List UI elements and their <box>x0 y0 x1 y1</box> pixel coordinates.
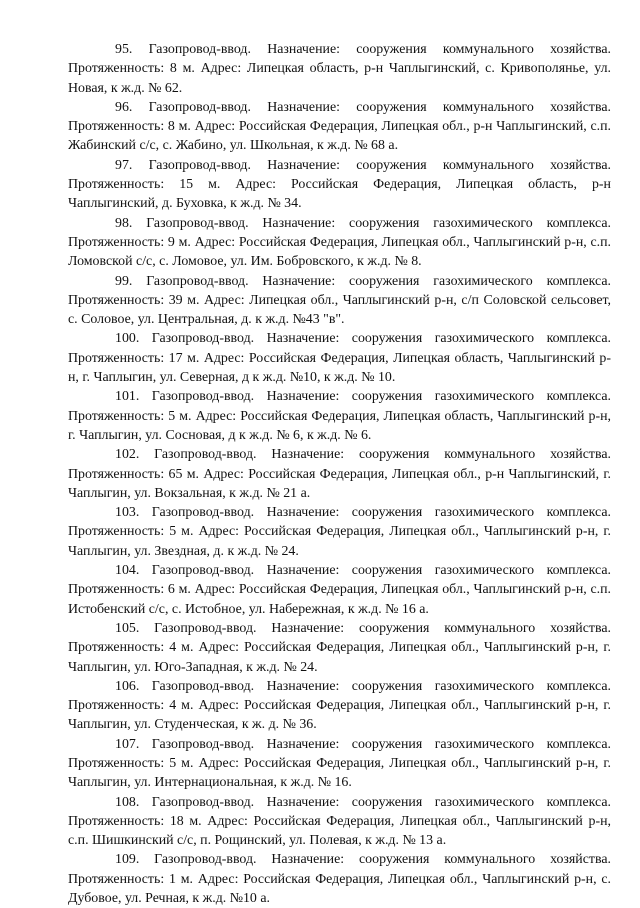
list-item: 101. Газопровод-ввод. Назначение: сооружения газохимического комплекса. Протяженность: 5 м. Адрес: Российская Федерация, Липецкая область, Чаплыгинский р-н, г. Чаплыгин, ул. Сосновая, д к ж.д. № 6, к ж.д. № 6. <box>68 389 611 443</box>
list-item: 95. Газопровод-ввод. Назначение: сооружения коммунального хозяйства. Протяженность: 8 м. Адрес: Липецкая область, р-н Чаплыгинский, с. Кривополянье, ул. Новая, к ж.д. № 62. <box>68 42 611 96</box>
list-item: 107. Газопровод-ввод. Назначение: сооружения газохимического комплекса. Протяженность: 5 м. Адрес: Российская Федерация, Липецкая обл., Чаплыгинский р-н, г. Чаплыгин, ул. Интернациональная, к ж.д. № 16. <box>68 736 611 791</box>
list-item: 98. Газопровод-ввод. Назначение: сооружения газохимического комплекса. Протяженность: 9 м. Адрес: Российская Федерация, Липецкая обл., Чаплыгинский р-н, с.п. Ломовской с/с, с. Ломовое, ул. Им. Бобровского, к ж.д. № 8. <box>68 215 611 270</box>
list-item: 108. Газопровод-ввод. Назначение: сооружения газохимического комплекса. Протяженность: 18 м. Адрес: Российская Федерация, Липецкая обл., Чаплыгинский р-н, с.п. Шишкинский с/с, п. Рощинский, ул. Полевая, к ж.д. № 13 а. <box>68 794 611 849</box>
list-item: 102. Газопровод-ввод. Назначение: сооружения коммунального хозяйства. Протяженность: 65 м. Адрес: Российская Федерация, Липецкая обл., р-н Чаплыгинский, г. Чаплыгин, ул. Вокзальная, к ж.д. № 21 а. <box>68 447 611 501</box>
list-item: 105. Газопровод-ввод. Назначение: сооружения коммунального хозяйства. Протяженность: 4 м. Адрес: Российская Федерация, Липецкая обл., Чаплыгинский р-н, г. Чаплыгин, ул. Юго-Западная, к ж.д. № 24. <box>68 620 611 675</box>
list-item: 100. Газопровод-ввод. Назначение: сооружения газохимического комплекса. Протяженность: 17 м. Адрес: Российская Федерация, Липецкая область, Чаплыгинский р-н, г. Чаплыгин, ул. Северная, д к ж.д. №10, к ж.д. № 10. <box>68 331 611 386</box>
list-item: 106. Газопровод-ввод. Назначение: сооружения газохимического комплекса. Протяженность: 4 м. Адрес: Российская Федерация, Липецкая обл., Чаплыгинский р-н, г. Чаплыгин, ул. Студенческая, к ж. д. № 36. <box>68 678 611 733</box>
list-item: 104. Газопровод-ввод. Назначение: сооружения газохимического комплекса. Протяженность: 6 м. Адрес: Российская Федерация, Липецкая обл., Чаплыгинский р-н, с.п. Истобенский с/с, с. Истобное, ул. Набережная, к ж.д. № 16 а. <box>68 563 611 617</box>
list-item: 109. Газопровод-ввод. Назначение: сооружения коммунального хозяйства. Протяженность: 1 м. Адрес: Российская Федерация, Липецкая обл., Чаплыгинский р-н, с. Дубовое, ул. Речная, к ж.д. №10 а. <box>68 852 611 907</box>
list-item: 96. Газопровод-ввод. Назначение: сооружения коммунального хозяйства. Протяженность: 8 м. Адрес: Российская Федерация, Липецкая обл., р-н Чаплыгинский, с.п. Жабинский с/с, с. Жабино, ул. Школьная, к ж.д. № 68 а. <box>68 99 611 154</box>
list-item: 97. Газопровод-ввод. Назначение: сооружения коммунального хозяйства. Протяженность: 15 м. Адрес: Российская Федерация, Липецкая область, р-н Чаплыгинский, д. Буховка, к ж.д. № 34. <box>68 157 611 212</box>
document-page <box>68 40 611 908</box>
list-item: 103. Газопровод-ввод. Назначение: сооружения газохимического комплекса. Протяженность: 5 м. Адрес: Российская Федерация, Липецкая обл., Чаплыгинский р-н, г. Чаплыгин, ул. Звездная, д. к ж.д. № 24. <box>68 505 611 559</box>
list-item: 99. Газопровод-ввод. Назначение: сооружения газохимического комплекса. Протяженность: 39 м. Адрес: Липецкая обл., Чаплыгинский р-н, с/п Соловской сельсовет, с. Соловое, ул. Центральная, д. к ж.д. №43 "в". <box>68 273 611 328</box>
